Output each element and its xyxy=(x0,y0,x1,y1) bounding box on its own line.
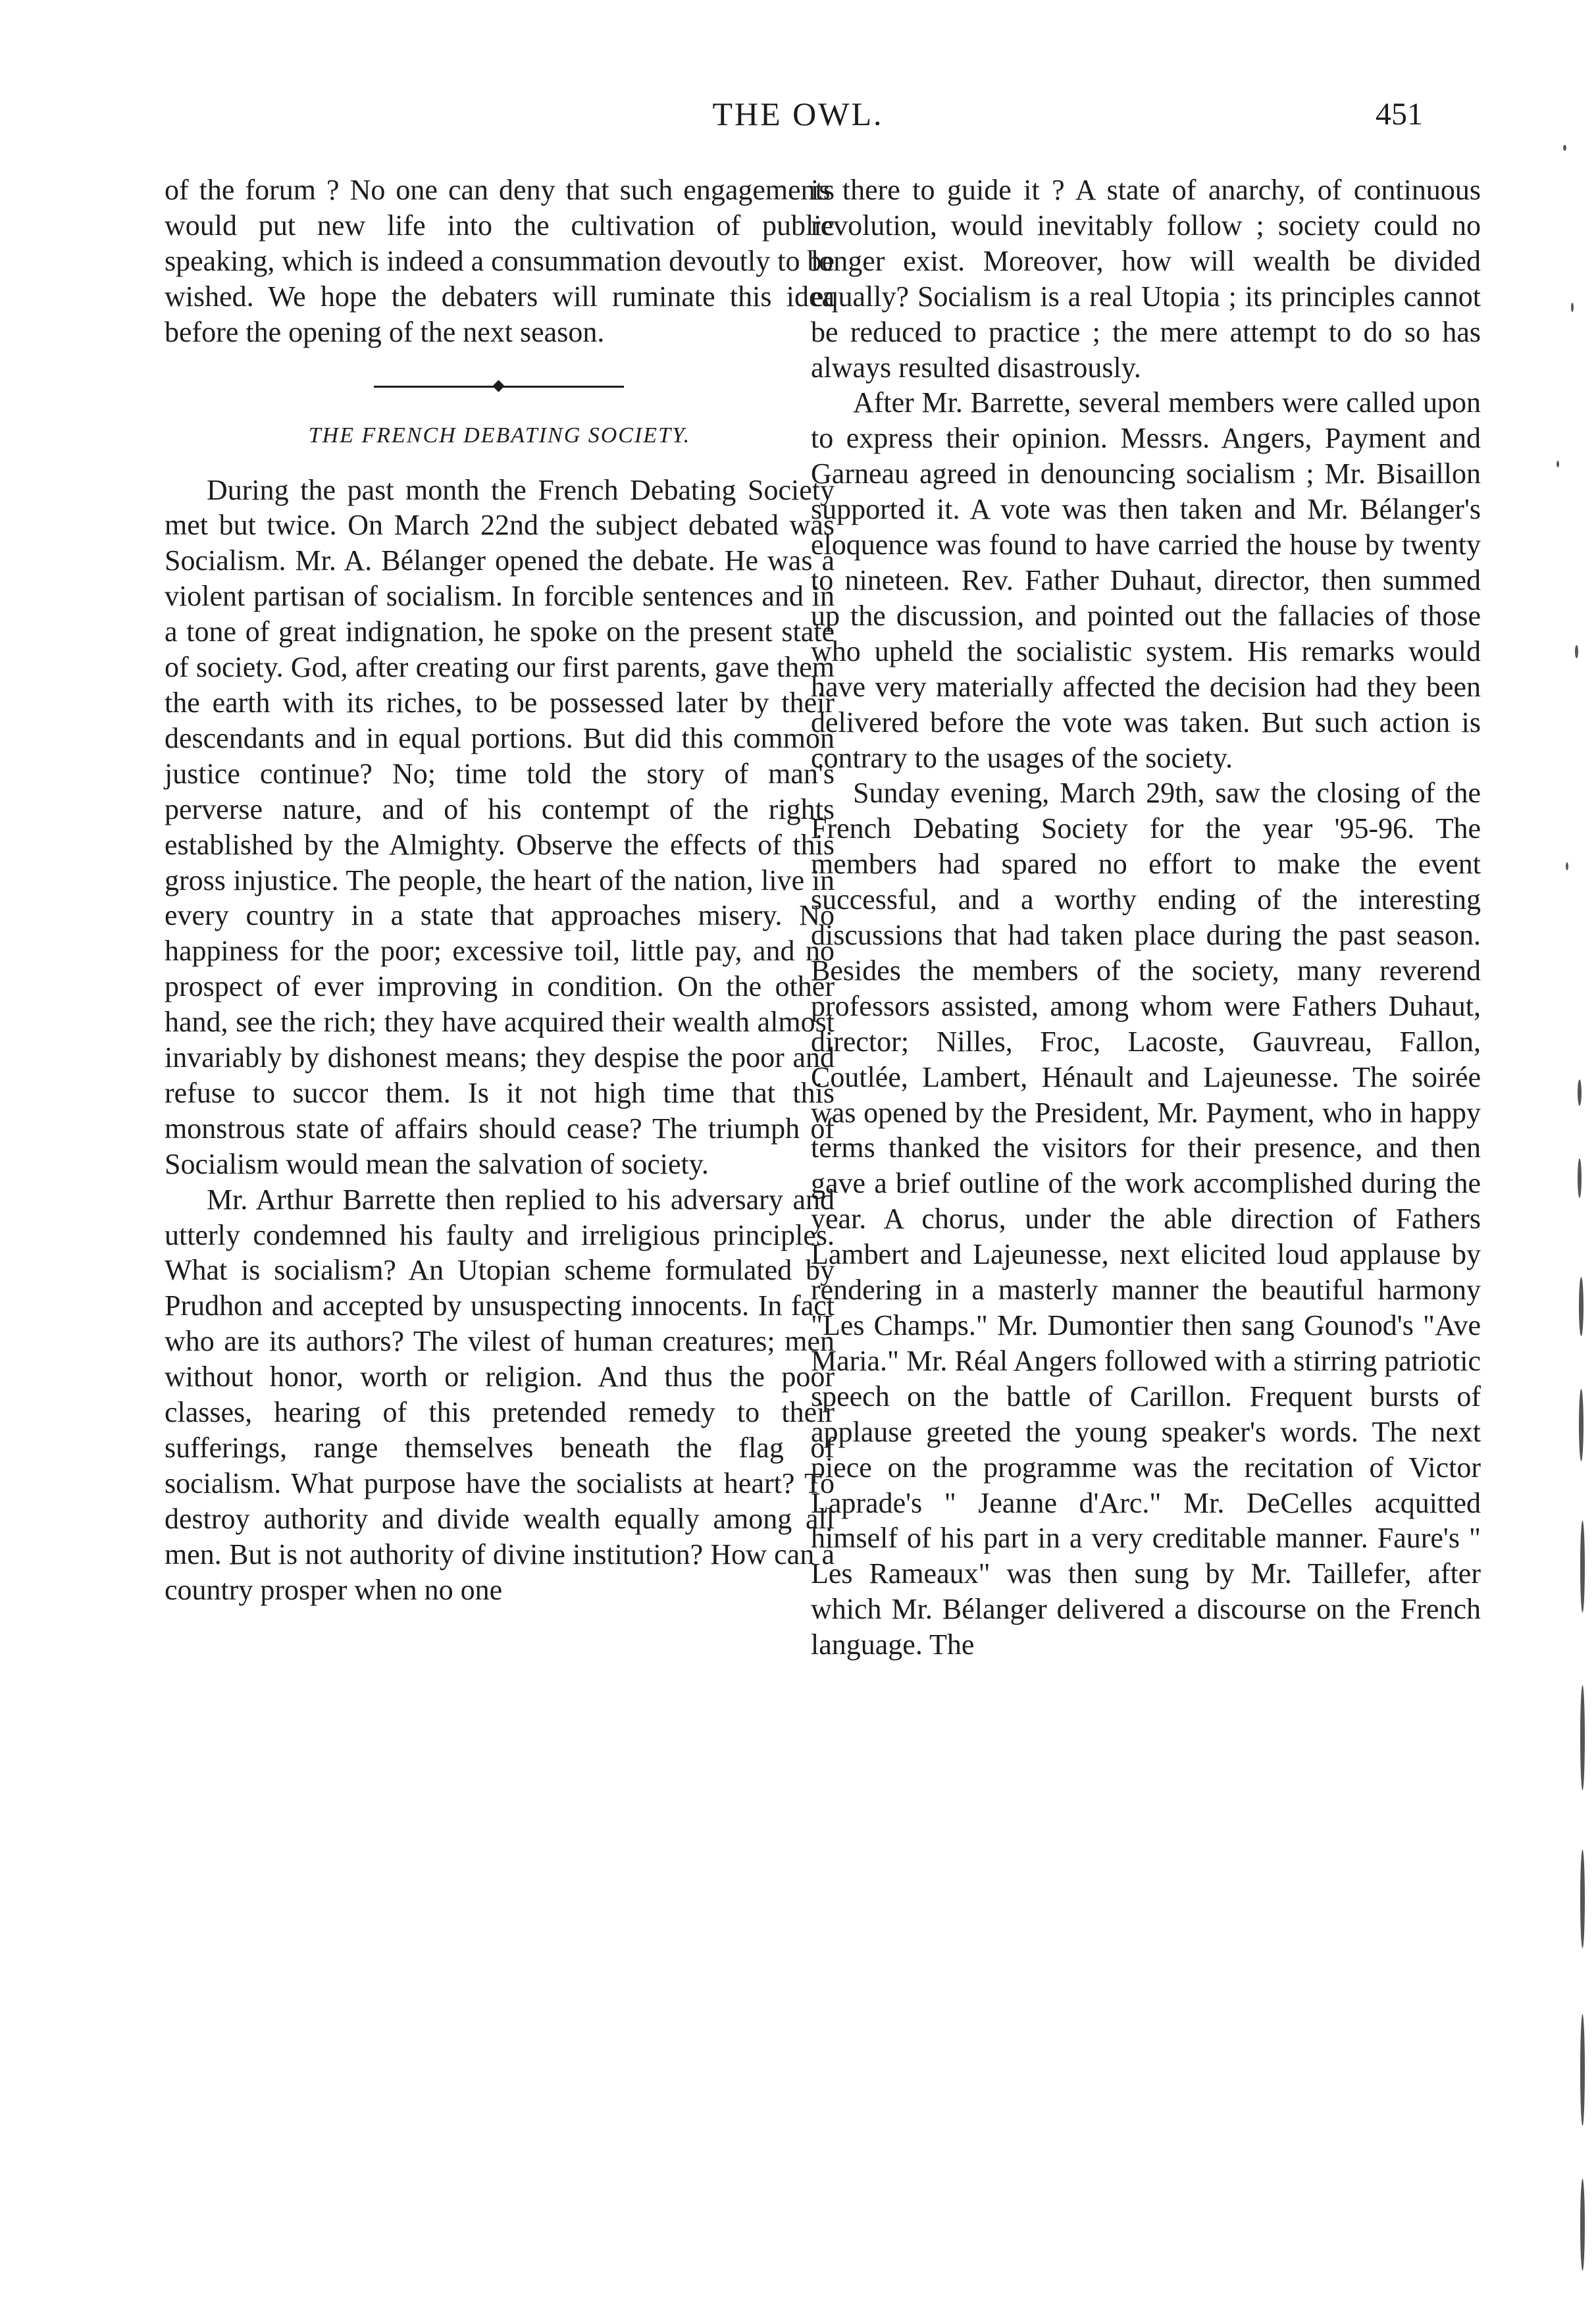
left-column xyxy=(165,172,835,1608)
intro-paragraph: of the forum ? No one can deny that such engagements would put new life into the cultivation of public speaking, which is indeed a consummation devoutly to be wished. We hope the debaters will ruminate this idea before the opening of the next season. xyxy=(165,174,835,348)
divider-diamond-icon xyxy=(492,380,504,392)
right-column xyxy=(811,172,1481,1663)
page-number: 451 xyxy=(1376,97,1423,132)
section-heading: THE FRENCH DEBATING SOCIETY. xyxy=(308,423,691,448)
section-divider xyxy=(165,350,835,423)
scan-edge-noise xyxy=(1537,105,1596,2277)
article-paragraph-3: After Mr. Barrette, several members were called upon to express their opinion. Messrs. Angers, Payment and Garneau agreed in denouncing socialism ; Mr. Bisaillon supported it. A vote was then taken and Mr. Bélanger's eloquence was found to have carried the house by twenty to nineteen. Rev. Father Duhaut, director, then summed up the discussion, and pointed out the fallacies of those who upheld the socialistic system. His remarks would have very materially affected the decision had they been delivered before the vote was taken. But such action is contrary to the usages of the society. xyxy=(811,386,1481,774)
article-paragraph-2-continued: is there to guide it ? A state of anarchy, of continuous revolution, would inevitably follow ; society could no longer exist. Moreover, how will wealth be divided equally? Socialism is a real Utopia ; its principles cannot be reduced to practice ; the mere attempt to do so has always resulted disastrously. xyxy=(811,174,1481,384)
article-paragraph-2: Mr. Arthur Barrette then replied to his adversary and utterly condemned his faulty and irreligious principles. What is socialism? An Utopian scheme formulated by Prudhon and accepted by unsuspecting innocents. In fact who are its authors? The vilest of human creatures; men without honor, worth or religion. And thus the poor classes, hearing of this pretended remedy to their sufferings, range themselves beneath the flag of socialism. What purpose have the socialists at heart? To destroy authority and divide wealth equally among all men. But is not authority of divine institution? How can a country prosper when no one xyxy=(165,1183,835,1606)
article-paragraph-1: During the past month the French Debating Society met but twice. On March 22nd the subject debated was Socialism. Mr. A. Bélanger opened the debate. He was a violent partisan of socialism. In forcible sentences and in a tone of great indignation, he spoke on the present state of society. God, after creating our first parents, gave them the earth with its riches, to be possessed later by their descendants and in equal portions. But did this common justice continue? No; time told the story of man's perverse nature, and of his contempt of the rights established by the Almighty. Observe the effects of this gross injustice. The people, the heart of the nation, live in every country in a state that approaches misery. No happiness for the poor; excessive toil, little pay, and no prospect of ever improving in condition. On the other hand, see the rich; they have acquired their wealth almost invariably by dishonest means; they despise the poor and refuse to succor them. Is it not high time that this monstrous state of affairs should cease? The triumph of Socialism would mean the salvation of society. xyxy=(165,473,835,1180)
article-paragraph-4: Sunday evening, March 29th, saw the closing of the French Debating Society for the year '95-96. The members had spared no effort to make the event successful, and a worthy ending of the interesting discussions that had taken place during the past season. Besides the members of the society, many reverend professors assisted, among whom were Fathers Duhaut, director; Nilles, Froc, Lacoste, Gauvreau, Fallon, Coutlée, Lambert, Hénault and Lajeunesse. The soirée was opened by the President, Mr. Payment, who in happy terms thanked the visitors for their presence, and then gave a brief outline of the work accomplished during the year. A chorus, under the able direction of Fathers Lambert and Lajeunesse, next elicited loud applause by rendering in a masterly manner the beautiful harmony "Les Champs." Mr. Dumontier then sang Gounod's "Ave Maria." Mr. Réal Angers followed with a stirring patriotic speech on the battle of Carillon. Frequent bursts of applause greeted the young speaker's words. The next piece on the programme was the recitation of Victor Laprade's " Jeanne d'Arc." Mr. DeCelles acquitted himself of his part in a very creditable manner. Faure's " Les Rameaux" was then sung by Mr. Taillefer, after which Mr. Bélanger delivered a discourse on the French language. The xyxy=(811,777,1481,1661)
running-title: THE OWL. xyxy=(712,95,884,132)
